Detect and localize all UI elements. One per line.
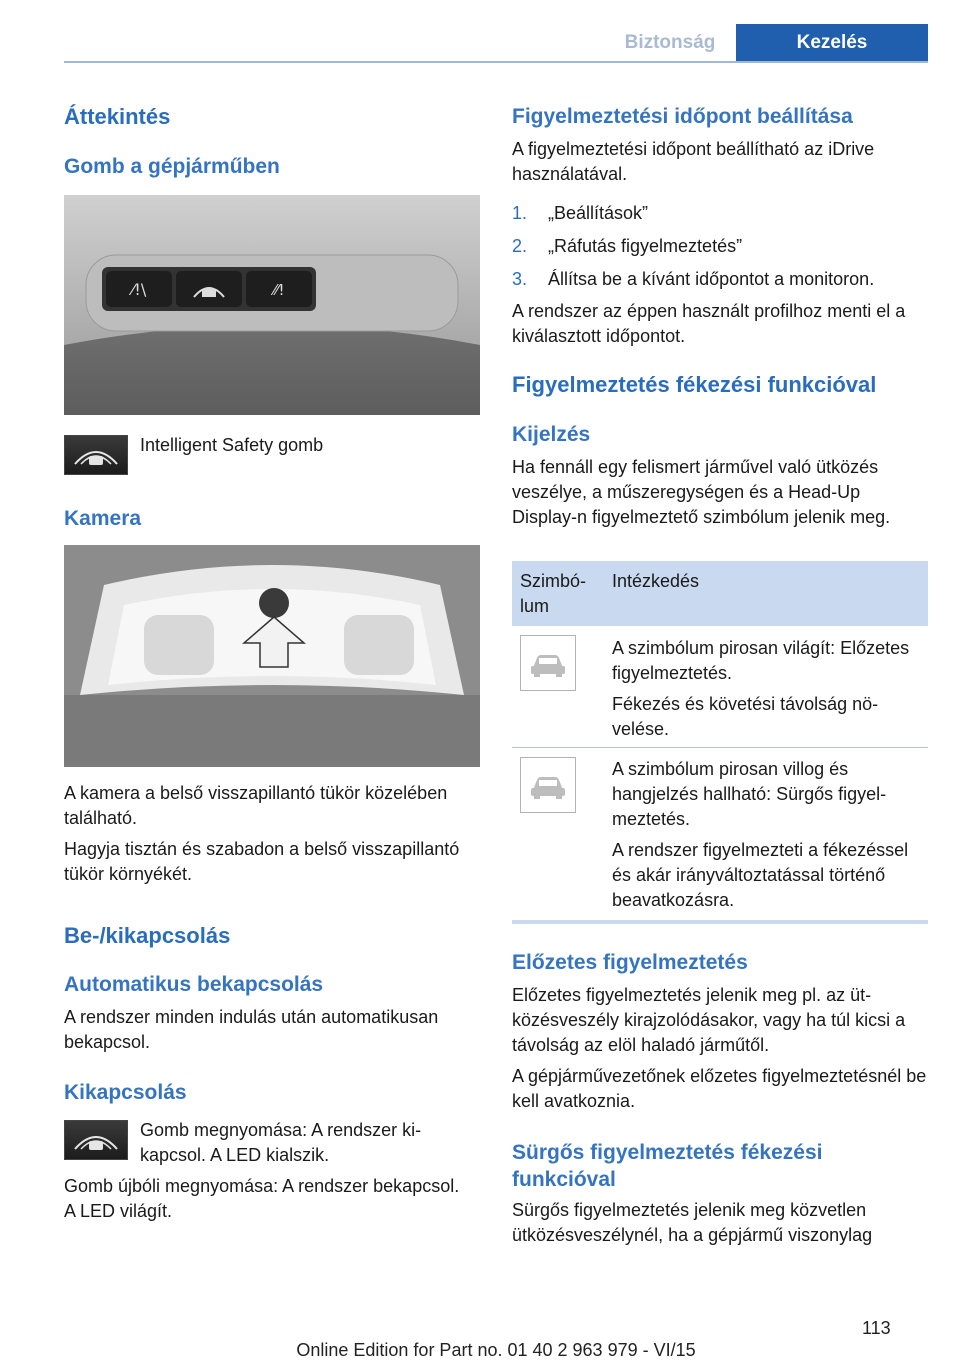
table-col-symbol: Szimbólum bbox=[520, 571, 587, 616]
table-row1-text-b: Fékezés és követési távolság növelése. bbox=[612, 694, 879, 739]
table-row2-text-a: A szimbólum pirosan villog és hangjelzés hallható: Sürgős figyelmeztetés. bbox=[612, 759, 887, 829]
heading-urgent-warning: Sürgős figyelmeztetés fékezési funkcióval bbox=[512, 1141, 823, 1191]
intelligent-safety-button-icon bbox=[64, 435, 128, 475]
photo-overhead-buttons bbox=[64, 195, 480, 415]
heading-warning-time: Figyelmeztetési időpont beállítása bbox=[512, 105, 853, 128]
heading-brake-warning: Figyelmeztetés fékezési funkcióval bbox=[512, 372, 877, 397]
section-tab-kezeles[interactable]: Kezelés bbox=[736, 24, 928, 62]
steps-list bbox=[512, 201, 928, 301]
warning-time-paragraph: A figyelmeztetési időpont beállítható az iDrive használatával. bbox=[512, 139, 875, 184]
switch-off-paragraph-2: Gomb újbóli megnyomása: A rendszer bekapcsol. A LED világít. bbox=[64, 1176, 460, 1221]
heading-overview: Áttekintés bbox=[64, 104, 171, 129]
step-number: 3. bbox=[512, 269, 528, 289]
photo-windshield-camera bbox=[64, 545, 480, 767]
step-1 bbox=[512, 201, 928, 226]
step-text: „Ráfutás figyelmeztetés” bbox=[548, 236, 743, 256]
svg-text:⁄!\: ⁄!\ bbox=[131, 280, 147, 299]
heading-camera: Kamera bbox=[64, 507, 142, 530]
car-flashing-warning-icon bbox=[520, 757, 576, 813]
pre-warning-paragraph-2: A gépjárművezetőnek előzetes figyelmeztetésnél be kell avatkoznia. bbox=[512, 1066, 927, 1111]
step-text: Állítsa be a kívánt időpontot a monitoron. bbox=[548, 269, 875, 289]
camera-paragraph-1: A kamera a belső visszapillantó tükör közelében található. bbox=[64, 783, 448, 828]
edition-footer: Online Edition for Part no. 01 40 2 963 979 - VI/15 bbox=[296, 1340, 696, 1360]
table-bottom-rule bbox=[512, 920, 928, 924]
heading-on-off: Be-/kikapcsolás bbox=[64, 923, 231, 948]
heading-button-in-vehicle: Gomb a gépjárműben bbox=[64, 155, 280, 178]
step-number: 2. bbox=[512, 236, 528, 256]
step-text: „Beállítások” bbox=[548, 203, 649, 223]
camera-paragraph-2: Hagyja tisztán és szabadon a belső visszapillantó tükör környékét. bbox=[64, 839, 460, 884]
table-row2-text-b: A rendszer figyelmezteti a fékezéssel és akár irányváltoztatással történő beavatkozásra. bbox=[612, 840, 909, 910]
step-2 bbox=[512, 234, 928, 259]
page-number: 113 bbox=[862, 1318, 891, 1338]
intelligent-safety-button-icon-2 bbox=[64, 1120, 128, 1160]
switch-off-paragraph-1: Gomb megnyomása: A rendszer kikapcsol. A LED kialszik. bbox=[140, 1120, 422, 1165]
section-tab-biztonsag[interactable]: Biztonság bbox=[624, 32, 716, 53]
table-col-action: Intézkedés bbox=[612, 571, 700, 591]
car-warning-icon bbox=[520, 635, 576, 691]
display-paragraph: Ha fennáll egy felismert járművel való ütközés veszélye, a műszeregységen és a Head-Up Display-n figyelmeztető szimbólum jelenik meg. bbox=[512, 457, 891, 527]
auto-on-paragraph: A rendszer minden indulás után automatikusan bekapcsol. bbox=[64, 1007, 439, 1052]
step-number: 1. bbox=[512, 203, 528, 223]
pre-warning-paragraph-1: Előzetes figyelmeztetés jelenik meg pl. az ütközésveszély kirajzolódásakor, vagy ha túl kicsi a távolság az elöl haladó járműtől. bbox=[512, 985, 906, 1055]
header-rule bbox=[64, 61, 928, 63]
step-3 bbox=[512, 267, 928, 292]
warning-time-paragraph-2: A rendszer az éppen használt profilhoz menti el a kiválasztott időpontot. bbox=[512, 301, 906, 346]
heading-pre-warning: Előzetes figyelmeztetés bbox=[512, 951, 748, 974]
heading-switch-off: Kikapcsolás bbox=[64, 1081, 187, 1104]
button-caption: Intelligent Safety gomb bbox=[140, 435, 324, 455]
table-row1-text-a: A szimbólum pirosan világít: Előzetes figyelmeztetés. bbox=[612, 638, 910, 683]
urgent-warning-paragraph: Sürgős figyelmeztetés jelenik meg közvetlen ütközésveszélynél, ha a gépjármű viszonylag bbox=[512, 1200, 873, 1245]
heading-auto-on: Automatikus bekapcsolás bbox=[64, 973, 324, 996]
table-row-divider bbox=[512, 747, 928, 748]
svg-text:⁄⁄!: ⁄⁄! bbox=[273, 281, 285, 299]
heading-display: Kijelzés bbox=[512, 423, 591, 446]
